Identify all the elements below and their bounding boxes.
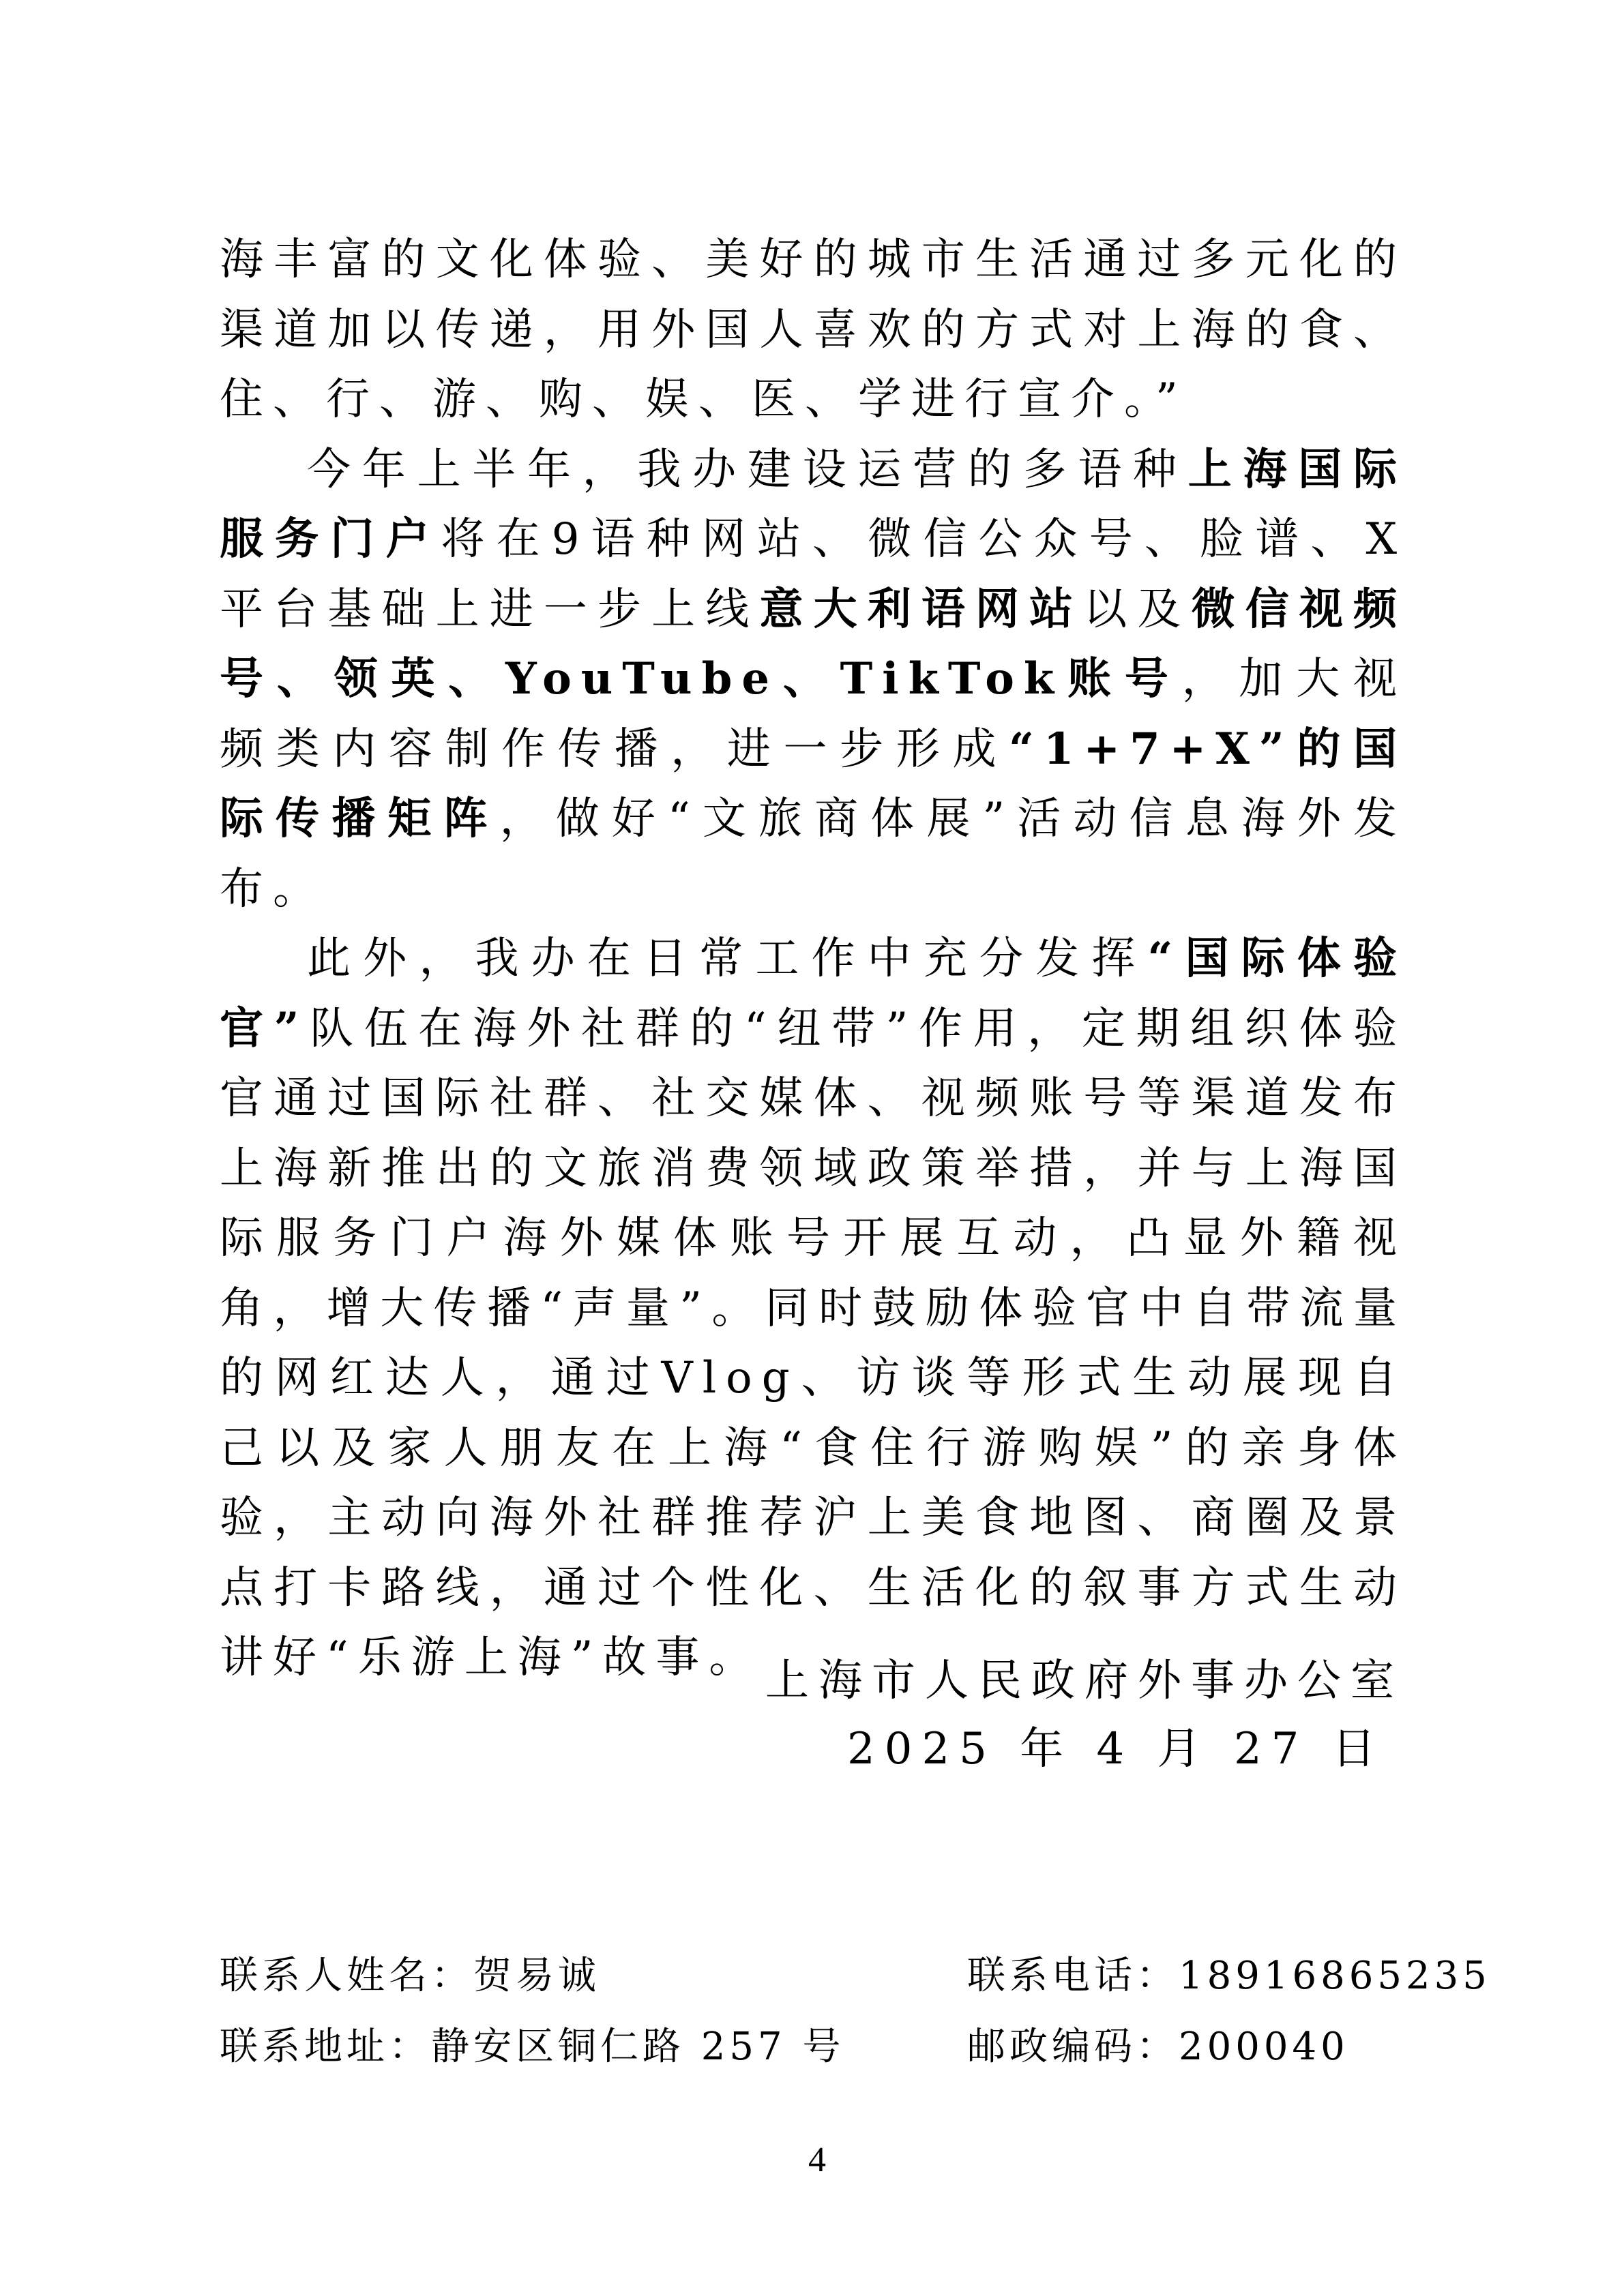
paragraph-1-text: 海丰富的文化体验、美好的城市生活通过多元化的渠道加以传递，用外国人喜欢的方式对上海的食、住、行、游、购、娱、医、学进行宣介。” (220, 235, 1406, 425)
contact-phone (967, 1956, 1491, 1997)
paragraph-2 (220, 435, 1406, 925)
paragraph-3-text: 队伍在海外社群的“纽带”作用，定期组织体验官通过国际社群、社交媒体、视频账号等渠道发布上海新推出的文旅消费领域政策举措，并与上海国际服务门户海外媒体账号开展互动，凸显外籍视角，增大传播“声量”。同时鼓励体验官中自带流量的网红达人，通过Vlog、访谈等形式生动展现自己以及家人朋友在上海“食住行游购娱”的亲身体验，主动向海外社群推荐沪上美食地图、商圈及景点打卡路线，通过个性化、生活化的叙事方式生动讲好“乐游上海”故事。 (220, 1003, 1406, 1683)
contact-address-label: 联系地址： (220, 2025, 431, 2069)
contact-name-label: 联系人姓名： (220, 1954, 473, 1998)
contact-phone-label: 联系电话： (967, 1954, 1179, 1998)
paragraph-3-text: 此外，我办在日常工作中充分发挥 (307, 934, 1148, 984)
paragraph-2-text: 以及 (1083, 584, 1192, 635)
bold-italian-site: 意大利语网站 (759, 583, 1084, 635)
contact-phone-value: 18916865235 (1179, 1954, 1491, 1998)
body-text (220, 225, 1406, 1693)
page-number: 4 (808, 2141, 826, 2179)
contact-postcode (967, 2027, 1349, 2068)
signature-date: 2025 年 4 月 27 日 (847, 1724, 1385, 1774)
paragraph-2-text: 将在9语种网站、微信公众号、脸谱、X平台基础上进一步上线 (220, 514, 1407, 635)
contact-name (220, 1956, 600, 1997)
contact-postcode-value: 200040 (1179, 2025, 1349, 2069)
bold-portal-name: 上海国际服务门户 (220, 443, 1407, 565)
signature-organization: 上海市人民政府外事办公室 (765, 1656, 1404, 1706)
paragraph-1 (220, 225, 1406, 435)
contact-address (220, 2027, 845, 2068)
bold-communication-matrix: “1+7+X”的国际传播矩阵 (220, 723, 1407, 844)
paragraph-3 (220, 924, 1406, 1693)
bold-experience-officer: “国际体验官” (220, 933, 1406, 1054)
paragraph-2-text: ，做好“文旅商体展”活动信息海外发布。 (220, 794, 1407, 914)
paragraph-2-text: ，加大视频类内容制作传播，进一步形成 (220, 654, 1407, 775)
paragraph-2-text: 今年上半年，我办建设运营的多语种 (307, 444, 1188, 495)
contact-postcode-label: 邮政编码： (967, 2025, 1179, 2069)
bold-social-accounts: 微信视频号、领英、YouTube、TikTok账号 (220, 583, 1407, 704)
signature-block (765, 1647, 1404, 1783)
contact-address-value: 静安区铜仁路 257 号 (431, 2025, 845, 2069)
contact-name-value: 贺易诚 (473, 1954, 600, 1998)
